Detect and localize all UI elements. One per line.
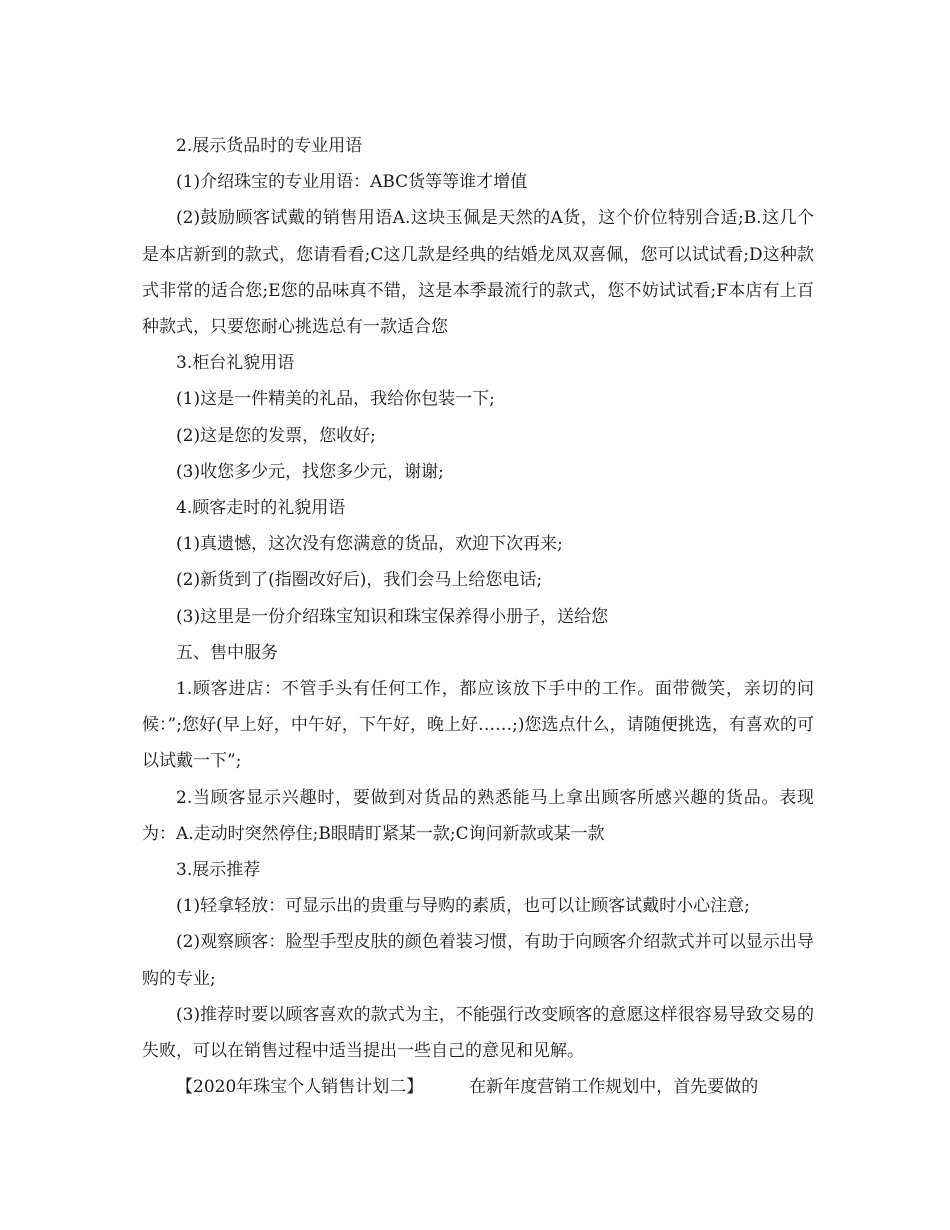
paragraph: 3.展示推荐 [176, 860, 261, 881]
paragraph: 4.顾客走时的礼貌用语 [176, 498, 346, 519]
document-body [142, 128, 814, 1105]
section-heading: 五、售中服务 [176, 642, 278, 663]
paragraph: 2.展示货品时的专业用语 [176, 136, 363, 156]
paragraph: (2)观察顾客：脸型手型皮肤的颜色着装习惯，有助于向顾客介绍款式并可以显示出导购的专业; [142, 932, 814, 989]
paragraph: (2)新货到了(指圈改好后)，我们会马上给您电话; [176, 570, 543, 591]
plan-heading: 【2020年珠宝个人销售计划二】 [176, 1077, 424, 1098]
paragraph: 2.当顾客显示兴趣时，要做到对货品的熟悉能马上拿出顾客所感兴趣的货品。表现为：A.走动时突然停住;B眼睛盯紧某一款;C询问新款或某一款 [142, 787, 814, 844]
paragraph: (1)轻拿轻放：可显示出的贵重与导购的素质，也可以让顾客试戴时小心注意; [176, 896, 750, 917]
paragraph: (3)这里是一份介绍珠宝知识和珠宝保养得小册子，送给您 [176, 606, 609, 627]
paragraph: (1)介绍珠宝的专业用语：ABC货等等谁才增值 [176, 172, 528, 193]
paragraph: 1.顾客进店：不管手头有任何工作，都应该放下手中的工作。面带微笑，亲切的问候：”;您好(早上好，中午好，下午好，晚上好……;)您选点什么，请随便挑选，有喜欢的可以试戴一下”; [142, 679, 814, 772]
closing-line [142, 1069, 814, 1105]
paragraph: (1)真遗憾，这次没有您满意的货品，欢迎下次再来; [176, 534, 563, 555]
paragraph: (3)收您多少元，找您多少元，谢谢; [176, 461, 444, 482]
paragraph: (3)推荐时要以顾客喜欢的款式为主，不能强行改变顾客的意愿这样很容易导致交易的失败，可以在销售过程中适当提出一些自己的意见和见解。 [142, 1004, 814, 1062]
closing-text: 在新年度营销工作规划中，首先要做的 [469, 1077, 759, 1098]
paragraph: (2)这是您的发票，您收好; [176, 425, 376, 446]
paragraph: (1)这是一件精美的礼品，我给你包装一下; [176, 389, 495, 410]
paragraph: (2)鼓励顾客试戴的销售用语A.这块玉佩是天然的A货，这个价位特别合适;B.这几个是本店新到的款式，您请看看;C这几款是经典的结婚龙凤双喜佩，您可以试试看;D这种款式非常的适合您;E您的品味真不错，这是本季最流行的款式，您不妨试试看;F本店有上百种款式，只要您耐心挑选总有一款适合您 [142, 208, 814, 338]
paragraph: 3.柜台礼貌用语 [176, 353, 295, 374]
